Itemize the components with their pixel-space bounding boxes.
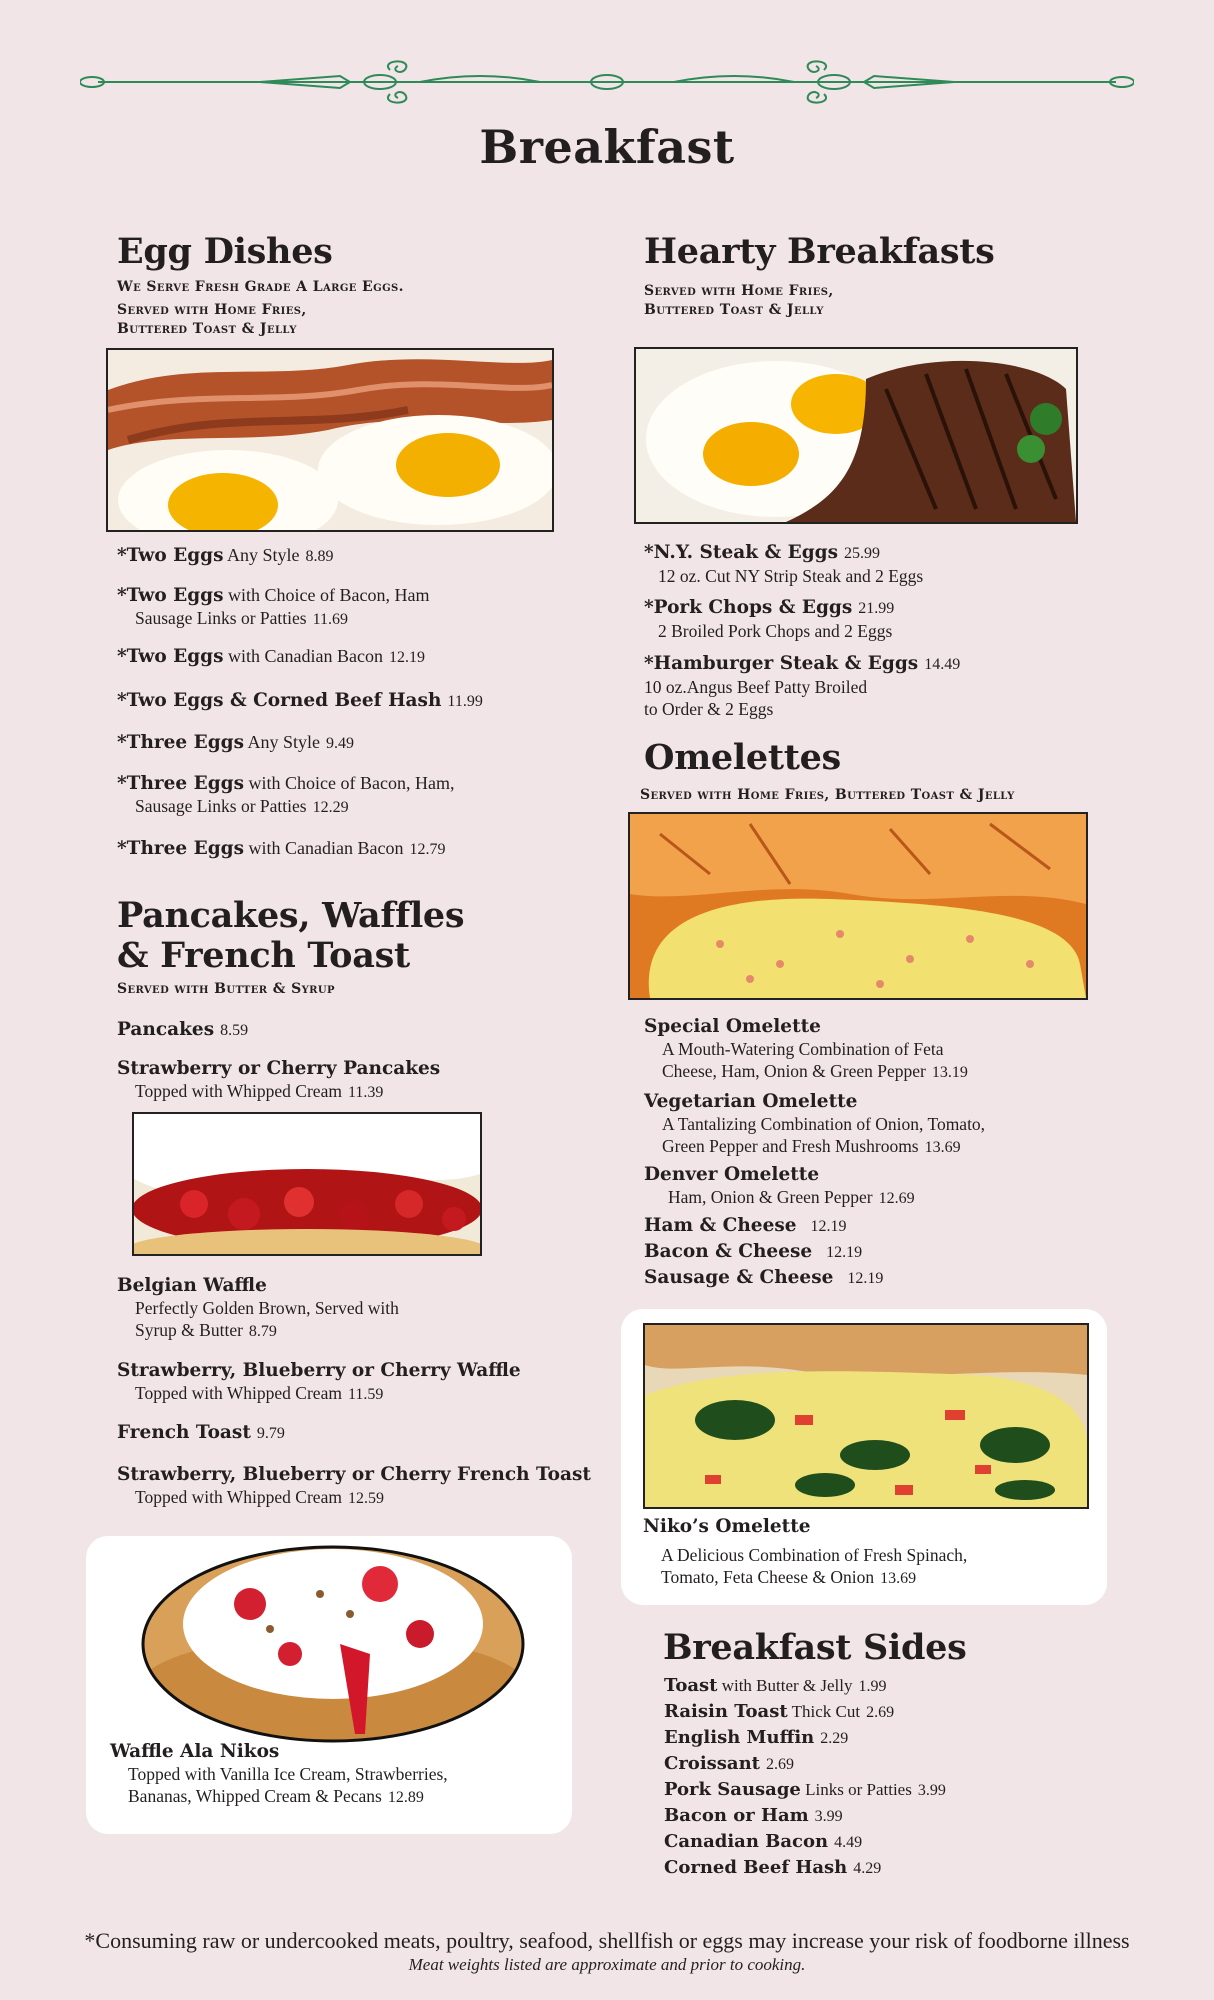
eggs-bacon-photo <box>106 348 554 532</box>
spinach-omelette-photo <box>643 1323 1089 1509</box>
omelettes-subheading: Served with Home Fries, Buttered Toast & Jelly <box>640 787 1015 803</box>
nikos-omelette-item: Niko’s Omelette A Delicious Combination of Fresh Spinach, Tomato, Feta Cheese & Onion 13.69 <box>643 1516 968 1587</box>
omelette-item-2: Vegetarian Omelette A Tantalizing Combination of Onion, Tomato, Green Pepper and Fresh Mushrooms 13.69 <box>644 1091 986 1156</box>
hearty-subheading: Served with Home Fries, Buttered Toast & Jelly <box>644 283 834 318</box>
pancake-item-6: Strawberry, Blueberry or Cherry French Toast Topped with Whipped Cream 12.59 <box>117 1464 591 1507</box>
omelettes-heading: Omelettes <box>644 737 841 778</box>
consumer-advisory: *Consuming raw or undercooked meats, poultry, seafood, shellfish or eggs may increase your risk of foodborne illness <box>84 1928 1130 1953</box>
omelette-item-6: Sausage & Cheese 12.19 <box>644 1267 884 1288</box>
pancake-item-3: Belgian Waffle Perfectly Golden Brown, Served with Syrup & Butter 8.79 <box>117 1275 399 1340</box>
side-item-3: English Muffin 2.29 <box>664 1727 849 1748</box>
pancake-item-5: French Toast 9.79 <box>117 1422 285 1443</box>
ornament-divider-icon <box>80 56 1134 108</box>
page-title: Breakfast <box>479 120 735 174</box>
waffle-ala-nikos-card <box>86 1536 572 1834</box>
omelette-item-5: Bacon & Cheese 12.19 <box>644 1241 863 1262</box>
omelette-item-4: Ham & Cheese 12.19 <box>644 1215 847 1236</box>
egg-dishes-subheading: We Serve Fresh Grade A Large Eggs. Served with Home Fries, Buttered Toast & Jelly <box>117 279 404 337</box>
egg-item-2: *Two Eggs with Choice of Bacon, Ham Sausage Links or Patties 11.69 <box>117 585 430 628</box>
egg-item-5: *Three Eggs Any Style 9.49 <box>117 732 355 753</box>
side-item-1: Toast with Butter & Jelly 1.99 <box>664 1675 887 1696</box>
side-item-5: Pork Sausage Links or Patties 3.99 <box>664 1779 946 1800</box>
pancakes-heading: Pancakes, Waffles & French Toast <box>117 895 465 976</box>
nikos-omelette-card <box>621 1309 1107 1605</box>
side-item-8: Corned Beef Hash 4.29 <box>664 1857 882 1878</box>
pancake-item-1: Pancakes 8.59 <box>117 1019 249 1040</box>
pancakes-subheading: Served with Butter & Syrup <box>117 981 335 997</box>
side-item-6: Bacon or Ham 3.99 <box>664 1805 843 1826</box>
side-item-2: Raisin Toast Thick Cut 2.69 <box>664 1701 895 1722</box>
pancakes-photo <box>132 1112 482 1256</box>
side-item-4: Croissant 2.69 <box>664 1753 794 1774</box>
pancake-item-4: Strawberry, Blueberry or Cherry Waffle Topped with Whipped Cream 11.59 <box>117 1360 521 1403</box>
hearty-item-2: *Pork Chops & Eggs 21.99 2 Broiled Pork Chops and 2 Eggs <box>644 597 895 641</box>
pancake-item-2: Strawberry or Cherry Pancakes Topped with Whipped Cream 11.39 <box>117 1058 441 1101</box>
egg-item-7: *Three Eggs with Canadian Bacon 12.79 <box>117 838 446 859</box>
steak-eggs-photo <box>634 347 1078 524</box>
hearty-item-3: *Hamburger Steak & Eggs 14.49 10 oz.Angus Beef Patty Broiled to Order & 2 Eggs <box>644 653 961 719</box>
waffle-photo <box>140 1544 526 1744</box>
omelette-item-1: Special Omelette A Mouth-Watering Combination of Feta Cheese, Ham, Onion & Green Pepper 13.19 <box>644 1016 968 1081</box>
egg-item-1: *Two Eggs Any Style 8.89 <box>117 545 334 566</box>
egg-dishes-heading: Egg Dishes <box>117 231 333 272</box>
meat-weight-note: Meat weights listed are approximate and prior to cooking. <box>408 1955 806 1974</box>
side-item-7: Canadian Bacon 4.49 <box>664 1831 863 1852</box>
omelette-item-3: Denver Omelette Ham, Onion & Green Pepper 12.69 <box>644 1164 915 1207</box>
hearty-item-1: *N.Y. Steak & Eggs 25.99 12 oz. Cut NY Strip Steak and 2 Eggs <box>644 542 924 586</box>
egg-item-4: *Two Eggs & Corned Beef Hash 11.99 <box>117 690 483 711</box>
omelette-photo <box>628 812 1088 1000</box>
hearty-heading: Hearty Breakfasts <box>644 231 995 272</box>
sides-heading: Breakfast Sides <box>663 1627 967 1668</box>
egg-item-6: *Three Eggs with Choice of Bacon, Ham, Sausage Links or Patties 12.29 <box>117 773 455 816</box>
egg-item-3: *Two Eggs with Canadian Bacon 12.19 <box>117 646 425 667</box>
waffle-ala-nikos-item: Waffle Ala Nikos Topped with Vanilla Ice Cream, Strawberries, Bananas, Whipped Cream & Pecans 12.89 <box>110 1741 448 1806</box>
